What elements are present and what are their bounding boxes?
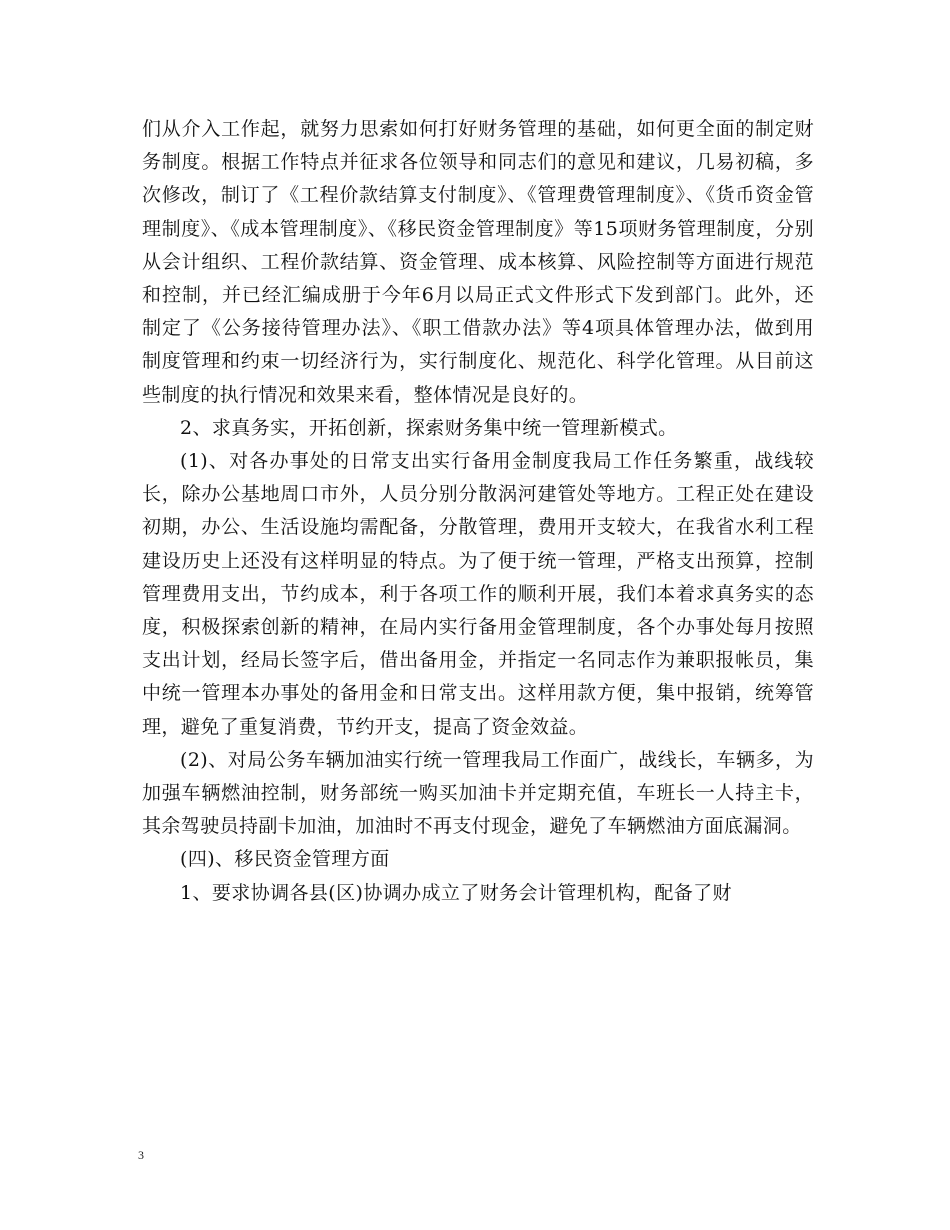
paragraph-financial-systems: 们从介入工作起，就努力思索如何打好财务管理的基础，如何更全面的制定财务制度。根据工作特点并征求各位领导和同志们的意见和建议，几易初稿，多次修改，制订了《工程价款结算支付制度》、《管理费管理制度》、《货币资金管理制度》、《成本管理制度》、《移民资金管理制度》等15项财务管理制度，分别从会计组织、工程价款结算、资金管理、成本核算、风险控制等方面进行规范和控制，并已经汇编成册于今年6月以局正式文件形式下发到部门。此外，还制定了《公务接待管理办法》、《职工借款办法》等4项具体管理办法，做到用制度管理和约束一切经济行为，实行制度化、规范化、科学化管理。从目前这些制度的执行情况和效果来看，整体情况是良好的。 [142, 118, 814, 406]
paragraph-vehicle-fuel: (2)、对局公务车辆加油实行统一管理我局工作面广，战线长，车辆多，为加强车辆燃油控制，财务部统一购买加油卡并定期充值，车班长一人持主卡，其余驾驶员持副卡加油，加油时不再支付现金，避免了车辆燃油方面底漏洞。 [142, 748, 814, 838]
paragraph-section-4-heading: (四)、移民资金管理方面 [180, 848, 390, 871]
paragraph-resettlement-funds: 1、要求协调各县(区)协调办成立了财务会计管理机构，配备了财 [180, 881, 732, 904]
page-number: 3 [138, 1148, 144, 1162]
document-body [142, 113, 814, 910]
paragraph-imprest-system: (1)、对各办事处的日常支出实行备用金制度我局工作任务繁重，战线较长，除办公基地周口市外，人员分别分散涡河建管处等地方。工程正处在建设初期，办公、生活设施均需配备，分散管理，费用开支较大，在我省水利工程建设历史上还没有这样明显的特点。为了便于统一管理，严格支出预算，控制管理费用支出，节约成本，利于各项工作的顺利开展，我们本着求真务实的态度，积极探索创新的精神，在局内实行备用金管理制度，各个办事处每月按照支出计划，经局长签字后，借出备用金，并指定一名同志作为兼职报帐员，集中统一管理本办事处的备用金和日常支出。这样用款方便，集中报销，统筹管理，避免了重复消费，节约开支，提高了资金效益。 [142, 450, 814, 738]
paragraph-section-2-heading: 2、求真务实，开拓创新，探索财务集中统一管理新模式。 [180, 416, 678, 439]
